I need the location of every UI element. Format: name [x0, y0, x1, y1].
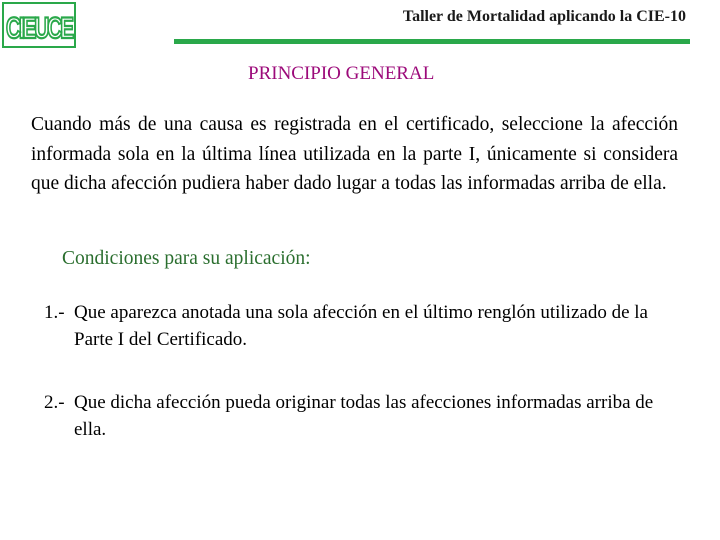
condition-text: Que dicha afección pueda originar todas las afecciones informadas arriba de ella.: [74, 392, 654, 440]
conditions-title: Condiciones para su aplicación:: [62, 248, 311, 269]
condition-item: [44, 299, 674, 353]
condition-number: 1.-: [44, 302, 65, 323]
condition-number: 2.-: [44, 392, 65, 413]
cieuce-logo: [2, 2, 76, 48]
section-title: PRINCIPIO GENERAL: [248, 63, 435, 84]
intro-paragraph: Cuando más de una causa es registrada en el certificado, seleccione la afección informada sola en la última línea utilizada en la parte I, únicamente si considera que dicha afección pudiera haber dado lugar a todas las informadas arriba de ella.: [31, 114, 678, 194]
condition-text: Que aparezca anotada una sola afección en el último renglón utilizado de la Parte I del Certificado.: [74, 302, 648, 350]
svg-text:CIEUCE: CIEUCE: [6, 12, 74, 45]
header-divider: [174, 39, 690, 44]
condition-item: [44, 389, 674, 443]
header-title: Taller de Mortalidad aplicando la CIE-10: [402, 8, 686, 25]
